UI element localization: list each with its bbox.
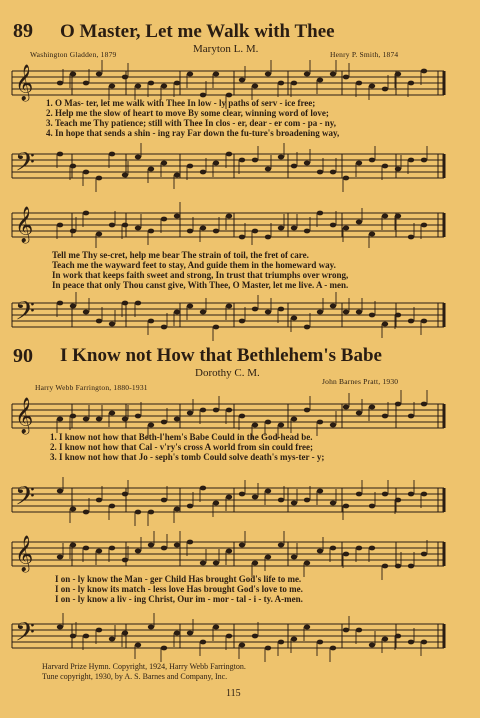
note-head [109,411,115,416]
note-head [96,319,102,324]
note-head [421,319,427,324]
note-head [408,492,414,497]
note-head [226,495,232,500]
note-head [343,552,349,557]
note-head [213,161,219,166]
note-head [252,84,258,89]
note-head [278,155,284,160]
note-head [148,625,154,630]
note-head [57,152,63,157]
note-head [135,643,141,648]
note-head [70,543,76,548]
note-head [213,408,219,413]
lyric-line: 1. I know not how that Beth-l'hem's Babe Could in the God-head be. [50,432,313,442]
note-head [408,640,414,645]
bass-clef-icon: 𝄢 [15,147,36,184]
note-head [109,504,115,509]
note-head [83,546,89,551]
hymn-89-tune: Maryton L. M. [193,43,259,55]
note-head [356,411,362,416]
note-head [70,414,76,419]
note-head [408,81,414,86]
note-head [252,229,258,234]
note-head [265,167,271,172]
hymn-89-system-2-lyrics [52,250,348,290]
note-head [239,492,245,497]
note-head [317,78,323,83]
footnote-copyright-hymn: Harvard Prize Hymn. Copyright, 1924, Harry Webb Farrington. [42,662,246,671]
note-head [291,417,297,422]
note-head [369,504,375,509]
note-head [174,173,180,178]
note-head [200,640,206,645]
note-head [265,72,271,77]
note-head [330,304,336,309]
treble-clef-icon: 𝄞 [15,64,34,101]
treble-clef-icon: 𝄞 [15,397,34,434]
hymn-89-number: 89 [13,20,33,42]
note-head [70,229,76,234]
note-head [304,72,310,77]
note-head [252,561,258,566]
hymn-90-number: 90 [13,345,33,367]
note-head [213,325,219,330]
note-head [382,492,388,497]
note-head [200,486,206,491]
lyric-line: 2. I know not how that Cal - v'ry's cross A world from sin could free; [50,442,314,452]
treble-clef-icon: 𝄞 [15,535,34,572]
note-head [174,81,180,86]
lyric-line: In work that keeps faith sweet and strong, In trust that triumphs over wrong, [52,270,349,280]
note-head [200,408,206,413]
note-head [187,72,193,77]
lyric-line: 1. O Mas- ter, let me walk with Thee In low - ly paths of serv - ice free; [46,98,316,108]
treble-clef-icon: 𝄞 [15,206,34,243]
note-head [291,226,297,231]
note-head [408,319,414,324]
note-head [343,75,349,80]
hymn-90-system-1-treble-staff [12,397,444,435]
note-head [226,549,232,554]
note-head [70,304,76,309]
note-head [122,75,128,80]
note-head [226,634,232,639]
note-head [109,152,115,157]
hymn-89-system-1-bass-staff [12,148,444,184]
note-head [343,504,349,509]
note-head [421,69,427,74]
note-head [57,625,63,630]
note-head [187,304,193,309]
note-head [200,310,206,315]
note-head [148,81,154,86]
note-head [57,301,63,306]
note-head [239,319,245,324]
note-head [291,81,297,86]
note-head [70,164,76,169]
note-head [226,93,232,98]
note-head [187,540,193,545]
note-head [421,402,427,407]
lyric-line: Tell me Thy se-cret, help me bear The strain of toil, the fret of care. [52,250,309,260]
note-head [57,489,63,494]
note-head [408,414,414,419]
note-head [369,158,375,163]
note-head [135,301,141,306]
note-head [421,492,427,497]
note-head [83,510,89,515]
note-head [369,313,375,318]
note-head [57,81,63,86]
note-head [369,84,375,89]
note-head [317,420,323,425]
hymn-89-system-2-bass-staff [12,298,444,332]
note-head [83,211,89,216]
hymn-90-system-1-lyrics [50,432,324,462]
note-head [70,507,76,512]
note-head [395,402,401,407]
note-head [343,405,349,410]
lyric-line: In peace that only Thou canst give, With Thee, O Master, let me live. A - men. [52,280,349,290]
note-head [278,81,284,86]
note-head [291,555,297,560]
note-head [239,235,245,240]
note-head [135,549,141,554]
note-head [239,158,245,163]
lyric-line: 3. I know not how that Jo - seph's tomb Could solve death's mys-ter - y; [50,452,325,462]
note-head [304,498,310,503]
note-head [304,325,310,330]
note-head [252,158,258,163]
note-head [200,93,206,98]
note-head [96,498,102,503]
note-head [96,417,102,422]
hymn-90-system-2-lyrics [55,574,303,604]
note-head [148,423,154,428]
note-head [161,646,167,651]
lyric-line: 4. In hope that sends a shin - ing ray Far down the fu-ture's broadening way, [46,128,340,138]
note-head [395,564,401,569]
hymn-90-system-1-bass-staff [12,482,444,518]
note-head [304,625,310,630]
note-head [395,498,401,503]
note-head [148,167,154,172]
note-head [83,634,89,639]
note-head [161,420,167,425]
hymn-89-system-2-treble-staff [12,207,444,243]
note-head [356,628,362,633]
note-head [239,414,245,419]
hymn-90-system-2-bass-staff [12,618,444,654]
note-head [213,72,219,77]
note-head [382,564,388,569]
note-head [304,229,310,234]
note-head [356,220,362,225]
note-head [187,631,193,636]
note-head [330,546,336,551]
note-head [382,87,388,92]
note-head [148,510,154,515]
note-head [369,232,375,237]
note-head [265,646,271,651]
note-head [109,223,115,228]
note-head [343,176,349,181]
note-head [369,546,375,551]
lyric-line: I on - ly know its match - less love Has brought God's love to me. [55,584,303,594]
note-head [122,631,128,636]
note-head [161,217,167,222]
note-head [96,549,102,554]
note-head [148,543,154,548]
note-head [278,226,284,231]
note-head [395,72,401,77]
note-head [226,152,232,157]
note-head [135,226,141,231]
note-head [369,643,375,648]
note-head [395,167,401,172]
hymn-90-tune: Dorothy C. M. [195,367,260,379]
note-head [122,492,128,497]
note-head [278,307,284,312]
hymn-90-title: I Know not How that Bethlehem's Babe [60,345,382,366]
note-head [356,161,362,166]
footnote-copyright-tune: Tune copyright, 1930, by A. S. Barnes and Company, Inc. [42,672,228,681]
note-head [265,235,271,240]
note-head [174,507,180,512]
note-head [317,640,323,645]
note-head [57,417,63,422]
note-head [174,417,180,422]
page-number: 115 [226,688,241,699]
note-head [161,161,167,166]
note-head [265,489,271,494]
note-head [96,72,102,77]
lyric-line: 2. Help me the slow of heart to move By some clear, winning word of love; [46,108,329,118]
note-head [395,634,401,639]
note-head [265,555,271,560]
note-head [122,223,128,228]
note-head [330,501,336,506]
note-head [187,164,193,169]
note-head [109,322,115,327]
note-head [291,637,297,642]
note-head [135,414,141,419]
lyric-line: 3. Teach me Thy patience; still with Thee In clos - er, dear - er com - pa - ny, [46,118,336,128]
note-head [239,78,245,83]
note-head [213,561,219,566]
note-head [343,628,349,633]
note-head [200,561,206,566]
note-head [330,170,336,175]
note-head [317,170,323,175]
note-head [343,310,349,315]
hymn-90-composer: John Barnes Pratt, 1930 [322,377,399,386]
note-head [213,625,219,630]
note-head [330,223,336,228]
note-head [382,164,388,169]
note-head [226,408,232,413]
note-head [109,637,115,642]
note-head [187,411,193,416]
note-head [213,229,219,234]
note-head [382,414,388,419]
note-head [187,229,193,234]
note-head [252,307,258,312]
note-head [317,211,323,216]
lyric-line: Teach me the wayward feet to stay, And guide them in the homeward way. [52,260,336,270]
note-head [135,84,141,89]
note-head [239,643,245,648]
note-head [96,628,102,633]
lyric-line: I on - ly know the Man - ger Child Has brought God's life to me. [55,574,302,584]
note-head [70,634,76,639]
note-head [57,223,63,228]
note-head [252,495,258,500]
note-head [304,161,310,166]
note-head [304,408,310,413]
note-head [382,214,388,219]
note-head [148,229,154,234]
note-head [278,498,284,503]
note-head [57,555,63,560]
note-head [174,543,180,548]
note-head [109,84,115,89]
note-head [161,84,167,89]
bass-clef-icon: 𝄢 [15,617,36,654]
note-head [122,173,128,178]
note-head [330,72,336,77]
note-head [70,72,76,77]
note-head [226,304,232,309]
note-head [122,301,128,306]
hymn-89-title: O Master, Let me Walk with Thee [60,21,335,42]
hymn-89-composer: Henry P. Smith, 1874 [330,50,399,59]
note-head [421,640,427,645]
note-head [174,310,180,315]
note-head [356,492,362,497]
note-head [109,546,115,551]
note-head [421,158,427,163]
hymn-90-system-2-treble-staff [12,535,444,573]
note-head [291,316,297,321]
note-head [83,170,89,175]
note-head [161,546,167,551]
note-head [382,322,388,327]
note-head [317,549,323,554]
note-head [96,232,102,237]
note-head [200,170,206,175]
note-head [252,423,258,428]
note-head [356,310,362,315]
note-head [395,313,401,318]
note-head [317,489,323,494]
note-head [278,423,284,428]
note-head [382,637,388,642]
note-head [122,558,128,563]
note-head [317,310,323,315]
note-head [122,417,128,422]
note-head [330,423,336,428]
note-head [200,226,206,231]
note-head [408,564,414,569]
note-head [304,561,310,566]
note-head [239,543,245,548]
note-head [278,543,284,548]
note-head [161,498,167,503]
note-head [226,214,232,219]
note-head [96,176,102,181]
hymn-89-author: Washington Gladden, 1879 [30,50,117,59]
note-head [356,81,362,86]
note-head [265,310,271,315]
note-head [135,155,141,160]
note-head [356,546,362,551]
lyric-line: I on - ly know a liv - ing Christ, Our im - mor - tal - i - ty. A-men. [55,594,303,604]
bass-clef-icon: 𝄢 [15,481,36,518]
note-head [421,223,427,228]
note-head [291,164,297,169]
note-head [278,640,284,645]
note-head [83,417,89,422]
note-head [265,420,271,425]
note-head [83,81,89,86]
note-head [421,552,427,557]
hymn-89-system-1-lyrics [46,98,339,138]
note-head [408,235,414,240]
note-head [252,634,258,639]
note-head [330,646,336,651]
note-head [395,214,401,219]
note-head [83,310,89,315]
note-head [291,501,297,506]
note-head [174,631,180,636]
bass-clef-icon: 𝄢 [15,296,36,333]
hymn-90-author: Harry Webb Farrington, 1880-1931 [35,383,148,392]
note-head [408,158,414,163]
note-head [213,501,219,506]
note-head [135,510,141,515]
note-head [148,319,154,324]
note-head [174,214,180,219]
note-head [343,226,349,231]
note-head [161,325,167,330]
note-head [369,405,375,410]
note-head [187,504,193,509]
